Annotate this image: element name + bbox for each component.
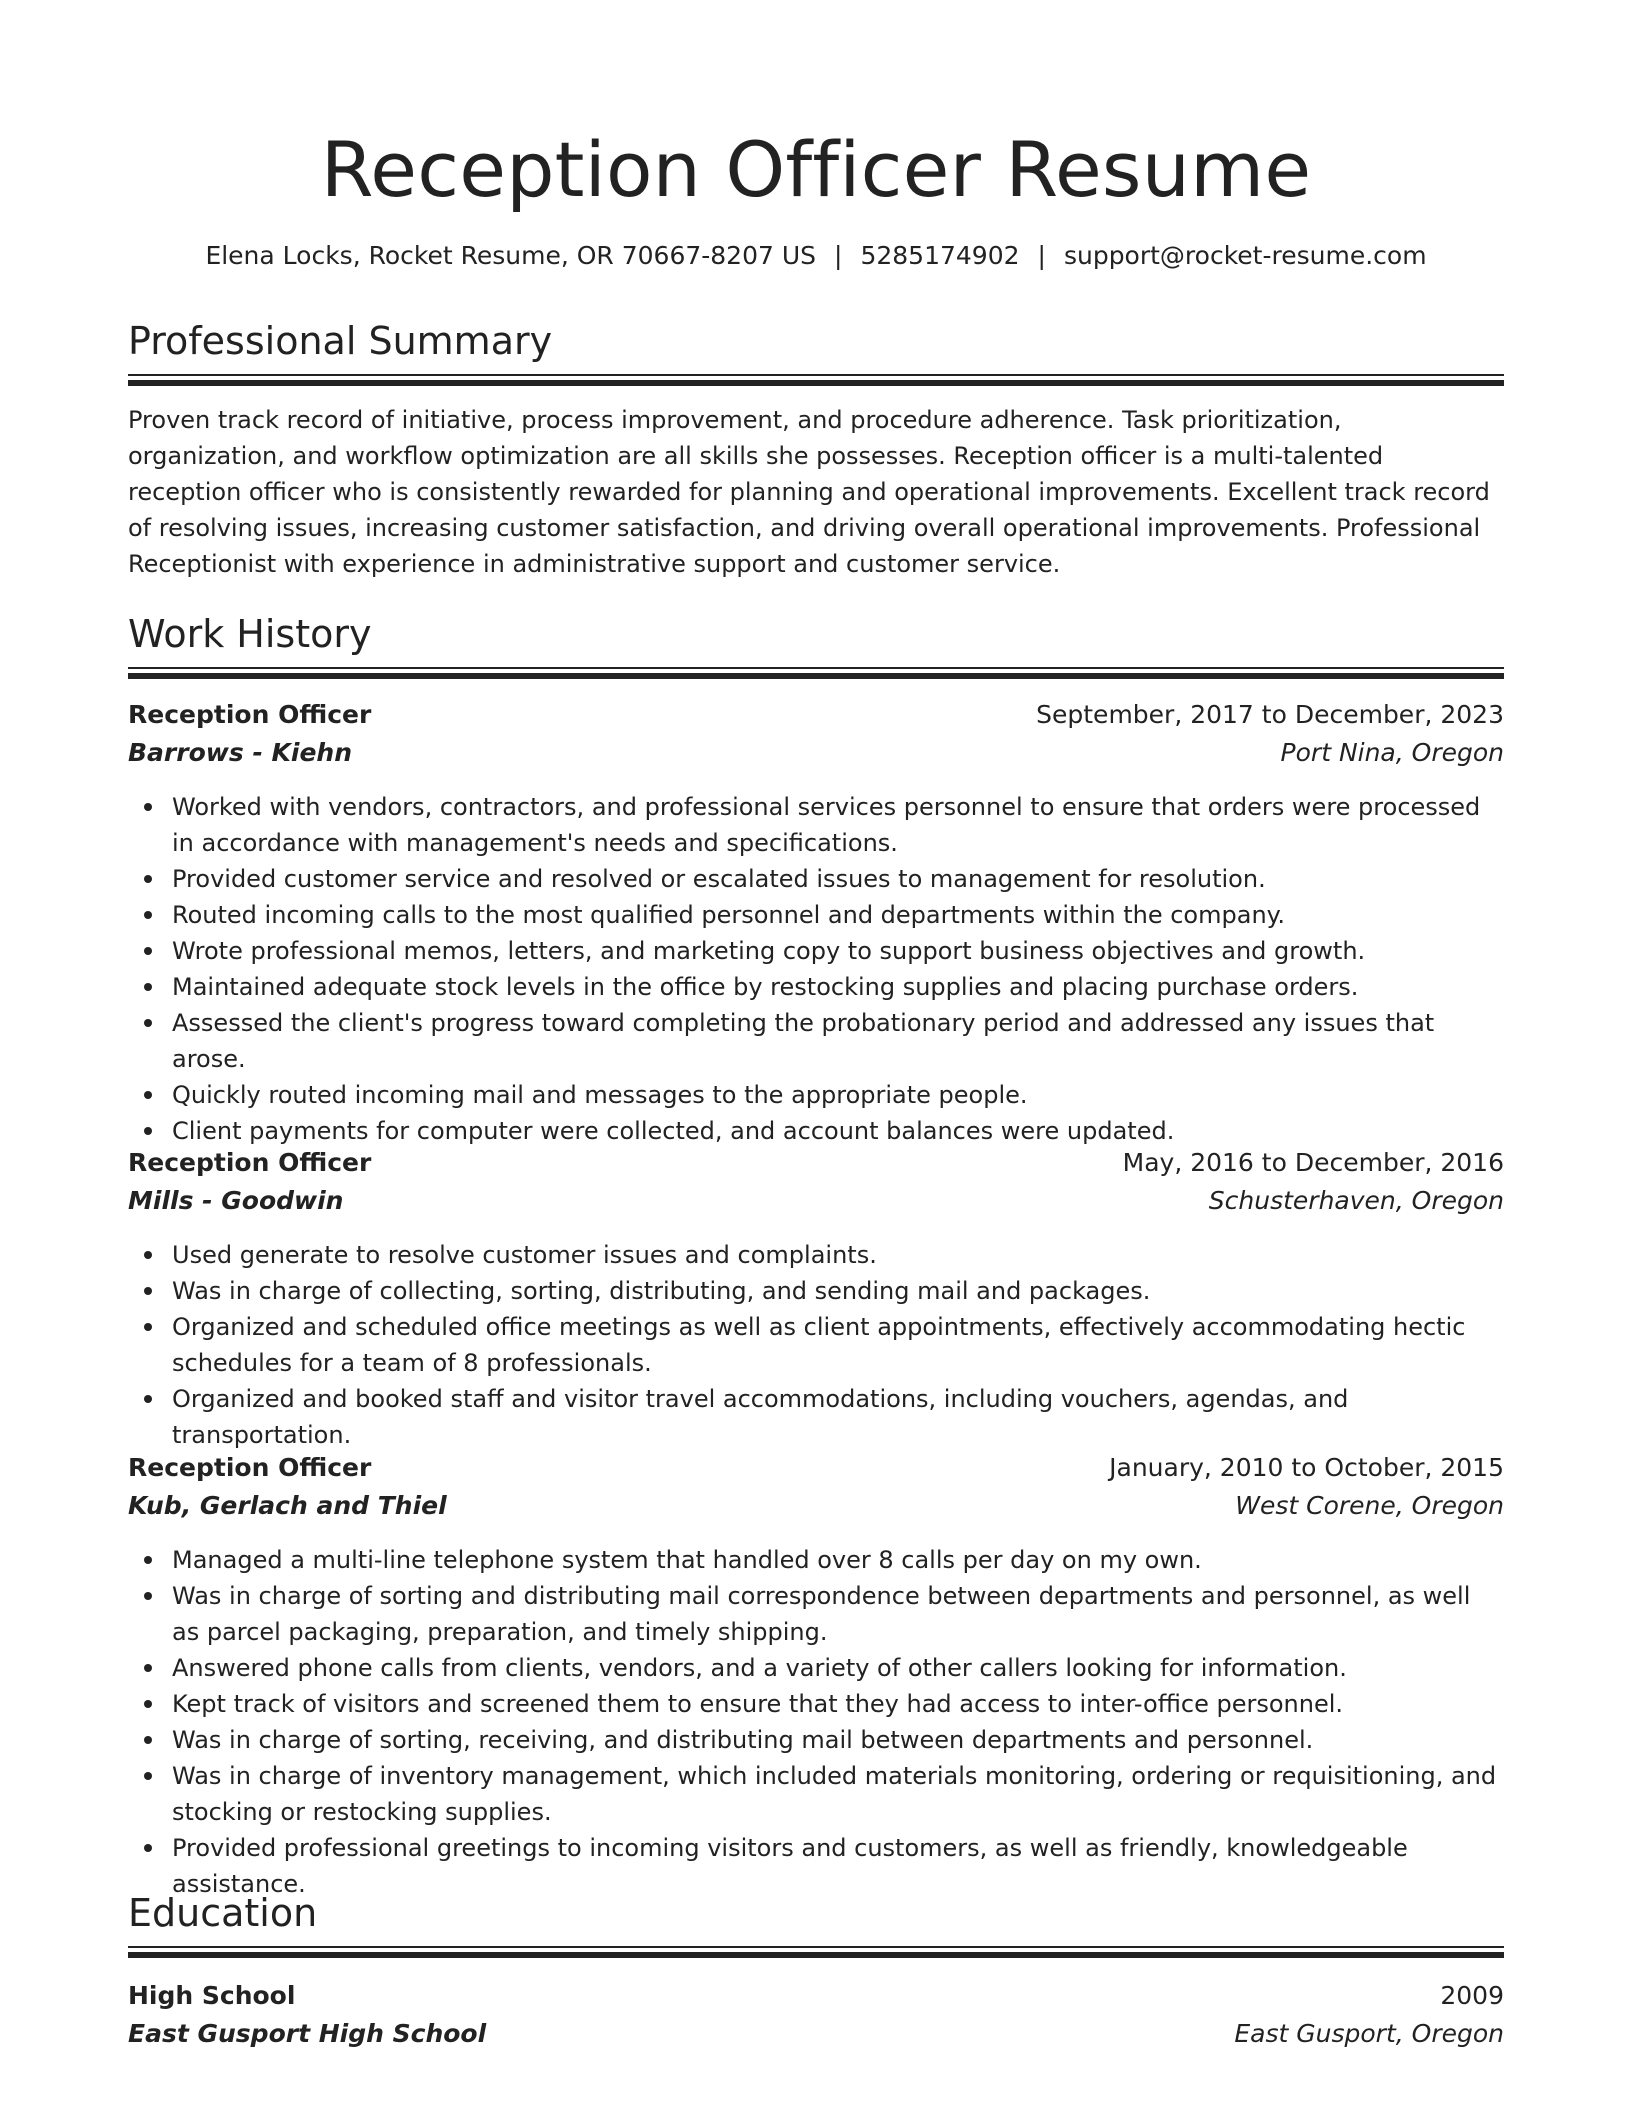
job-location: Port Nina, Oregon <box>1280 738 1504 767</box>
job-company: Mills - Goodwin <box>128 1186 344 1215</box>
contact-line <box>128 238 1504 274</box>
list-item: Organized and booked staff and visitor travel accommodations, including vouchers, agendas, and transportation. <box>172 1381 1504 1453</box>
job-bullets <box>128 1237 1504 1453</box>
job-subheader <box>128 1487 1504 1525</box>
list-item: Quickly routed incoming mail and messages to the appropriate people. <box>172 1077 1504 1113</box>
education-subheader <box>128 2015 1504 2053</box>
job-subheader <box>128 734 1504 772</box>
contact-separator: | <box>1037 241 1046 270</box>
list-item: Was in charge of sorting and distributing mail correspondence between departments and personnel, as well as parcel packaging, preparation, and timely shipping. <box>172 1578 1504 1650</box>
job-subheader <box>128 1182 1504 1220</box>
list-item: Was in charge of inventory management, which included materials monitoring, ordering or requisitioning, and stocking or restocking supplies. <box>172 1758 1504 1830</box>
list-item: Provided customer service and resolved or escalated issues to management for resolution. <box>172 861 1504 897</box>
section-divider <box>128 1946 1504 1958</box>
job-bullets <box>128 1542 1504 1902</box>
list-item: Answered phone calls from clients, vendors, and a variety of other callers looking for information. <box>172 1650 1504 1686</box>
job-header <box>128 1144 1504 1182</box>
job-title: Reception Officer <box>128 1148 372 1177</box>
job-dates: May, 2016 to December, 2016 <box>1122 1148 1504 1177</box>
job-company: Kub, Gerlach and Thiel <box>128 1491 447 1520</box>
list-item: Managed a multi-line telephone system that handled over 8 calls per day on my own. <box>172 1542 1504 1578</box>
job-title: Reception Officer <box>128 1453 372 1482</box>
list-item: Provided professional greetings to incoming visitors and customers, as well as friendly, knowledgeable assistance. <box>172 1830 1504 1902</box>
job-bullets <box>128 789 1504 1149</box>
education-degree: High School <box>128 1981 296 2010</box>
job-header <box>128 1449 1504 1487</box>
summary-text: Proven track record of initiative, process improvement, and procedure adherence. Task prioritization, organization, and workflow optimization are all skills she possesses. Reception officer is a multi-talented reception officer who is consistently rewarded for planning and operational improvements. Excellent track record of resolving issues, increasing customer satisfaction, and driving overall operational improvements. Professional Receptionist with experience in administrative support and customer service. <box>128 406 1490 578</box>
list-item: Was in charge of sorting, receiving, and distributing mail between departments and personnel. <box>172 1722 1504 1758</box>
list-item: Was in charge of collecting, sorting, distributing, and sending mail and packages. <box>172 1273 1504 1309</box>
list-item: Maintained adequate stock levels in the office by restocking supplies and placing purchase orders. <box>172 969 1504 1005</box>
summary-heading: Professional Summary <box>128 319 553 363</box>
contact-phone: 5285174902 <box>860 241 1020 270</box>
section-divider <box>128 667 1504 679</box>
job-header <box>128 696 1504 734</box>
education-school: East Gusport High School <box>128 2019 487 2048</box>
list-item: Assessed the client's progress toward completing the probationary period and addressed any issues that arose. <box>172 1005 1504 1077</box>
job-dates: January, 2010 to October, 2015 <box>1109 1453 1504 1482</box>
list-item: Used generate to resolve customer issues and complaints. <box>172 1237 1504 1273</box>
education-year: 2009 <box>1440 1981 1504 2010</box>
list-item: Worked with vendors, contractors, and professional services personnel to ensure that orders were processed in accordance with management's needs and specifications. <box>172 789 1504 861</box>
list-item: Kept track of visitors and screened them to ensure that they had access to inter-office personnel. <box>172 1686 1504 1722</box>
job-dates: September, 2017 to December, 2023 <box>1036 700 1504 729</box>
work-history-heading: Work History <box>128 612 372 656</box>
contact-separator: | <box>834 241 843 270</box>
list-item: Client payments for computer were collected, and account balances were updated. <box>172 1113 1504 1149</box>
education-header <box>128 1977 1504 2015</box>
contact-address: Elena Locks, Rocket Resume, OR 70667-8207 US <box>205 241 817 270</box>
job-location: West Corene, Oregon <box>1235 1491 1504 1520</box>
job-title: Reception Officer <box>128 700 372 729</box>
list-item: Routed incoming calls to the most qualified personnel and departments within the company. <box>172 897 1504 933</box>
education-heading: Education <box>128 1891 318 1935</box>
page-title: Reception Officer Resume <box>320 125 1312 214</box>
contact-email: support@rocket-resume.com <box>1063 241 1427 270</box>
list-item: Wrote professional memos, letters, and marketing copy to support business objectives and growth. <box>172 933 1504 969</box>
list-item: Organized and scheduled office meetings as well as client appointments, effectively accommodating hectic schedules for a team of 8 professionals. <box>172 1309 1504 1381</box>
section-divider <box>128 374 1504 386</box>
job-location: Schusterhaven, Oregon <box>1208 1186 1504 1215</box>
education-location: East Gusport, Oregon <box>1234 2019 1504 2048</box>
job-company: Barrows - Kiehn <box>128 738 353 767</box>
